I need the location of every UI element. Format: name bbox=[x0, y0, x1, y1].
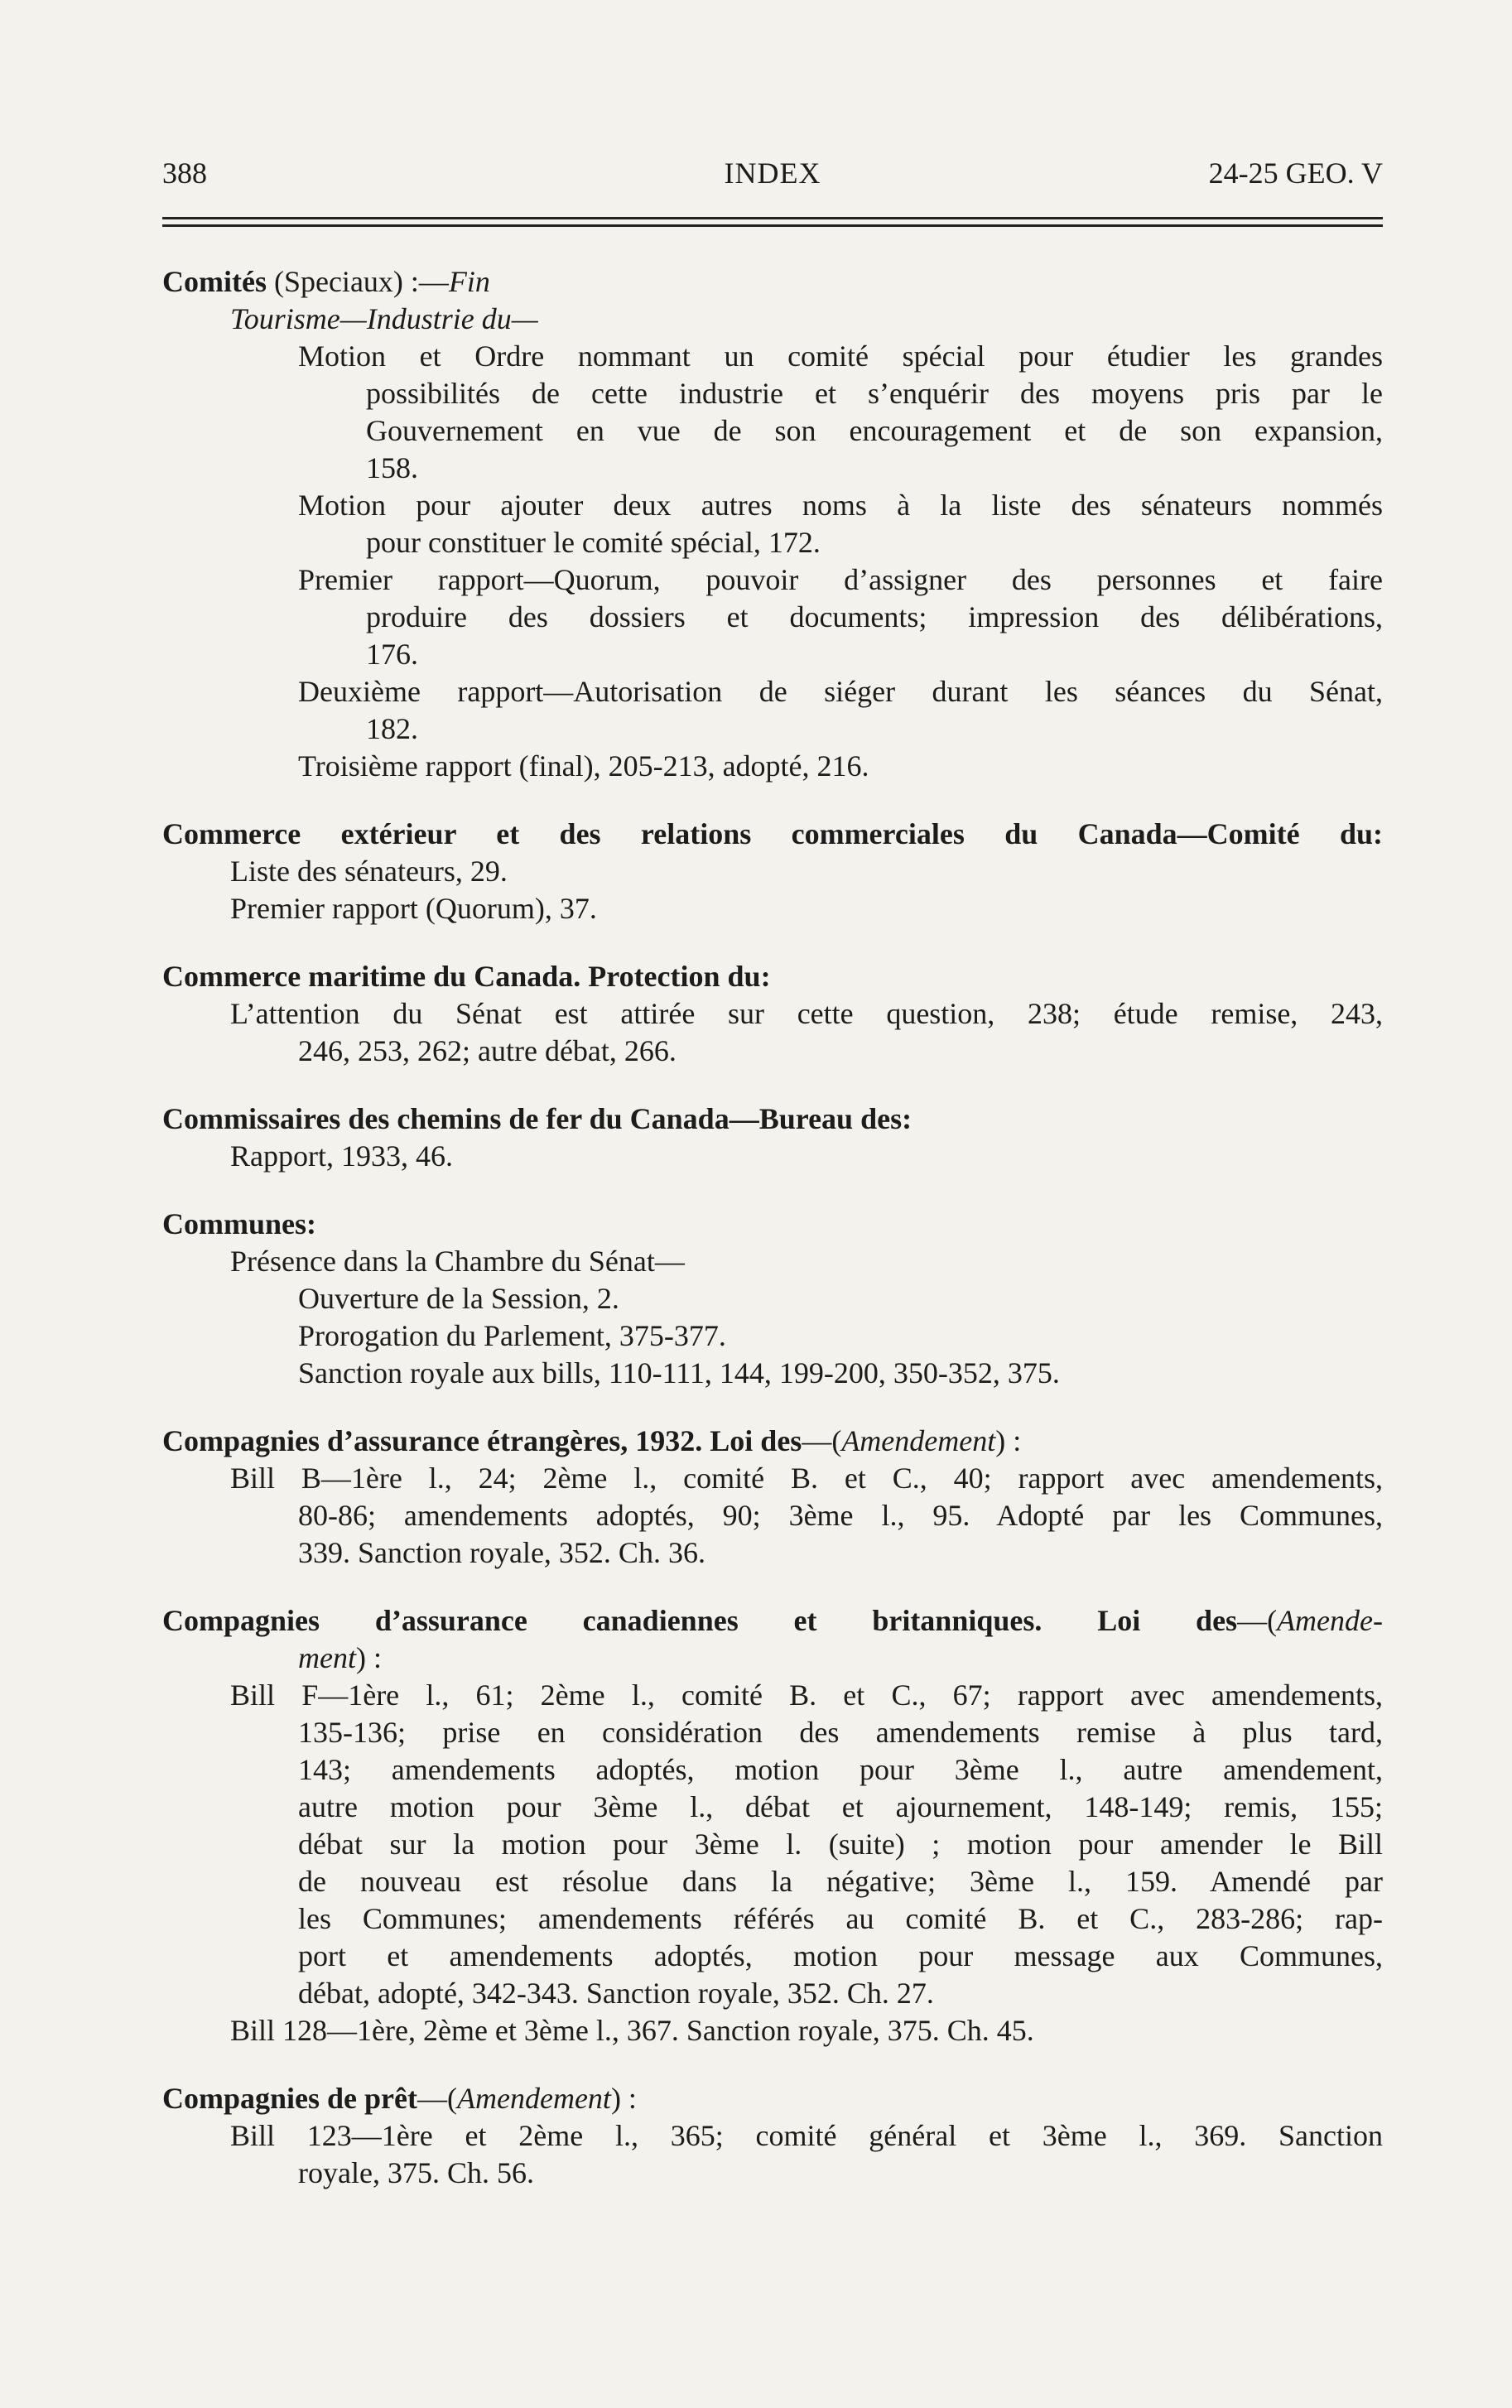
line-text: possibilités de cette industrie et s’enquérir des moyens pris par le bbox=[366, 377, 1383, 410]
entry-line bbox=[162, 2012, 1383, 2049]
line-text: de nouveau est résolue dans la négative; 3ème l., 159. Amendé par bbox=[298, 1865, 1383, 1898]
entry-line bbox=[162, 487, 1383, 524]
index-entry bbox=[162, 1206, 1383, 1392]
line-text: —( bbox=[802, 1424, 842, 1457]
line-text: Motion et Ordre nommant un comité spécial pour étudier les grandes bbox=[298, 340, 1383, 373]
entry-line bbox=[162, 561, 1383, 599]
entry-line bbox=[162, 1826, 1383, 1863]
line-text: Bill 123—1ère et 2ème l., 365; comité général et 3ème l., 369. Sanction bbox=[230, 2119, 1383, 2152]
line-text: 158. bbox=[366, 451, 418, 484]
entry-line bbox=[162, 1975, 1383, 2012]
entry-line bbox=[162, 1317, 1383, 1355]
entry-heading bbox=[162, 1100, 1383, 1138]
entry-line bbox=[162, 1938, 1383, 1975]
entry-heading bbox=[162, 958, 1383, 995]
entry-line bbox=[162, 748, 1383, 785]
line-text: pour constituer le comité spécial, 172. bbox=[366, 526, 821, 559]
entry-line bbox=[162, 301, 1383, 338]
line-text: 246, 253, 262; autre débat, 266. bbox=[298, 1034, 677, 1067]
entry-line bbox=[162, 1497, 1383, 1534]
line-text: Rapport, 1933, 46. bbox=[230, 1139, 453, 1173]
heading-text: Commerce extérieur et des relations commerciales du Canada—Comité du: bbox=[162, 817, 1383, 850]
index-entry bbox=[162, 263, 1383, 785]
line-text: royale, 375. Ch. 56. bbox=[298, 2156, 534, 2189]
entry-line bbox=[162, 412, 1383, 450]
index-entry bbox=[162, 1423, 1383, 1572]
index-entry bbox=[162, 2080, 1383, 2192]
heading-text: Commissaires des chemins de fer du Canada—Bureau des: bbox=[162, 1102, 912, 1135]
entry-line bbox=[162, 1789, 1383, 1826]
entry-line bbox=[162, 636, 1383, 673]
entry-line bbox=[162, 524, 1383, 561]
index-body bbox=[162, 263, 1383, 2223]
entry-line bbox=[162, 375, 1383, 412]
line-text: produire des dossiers et documents; impression des délibérations, bbox=[366, 600, 1383, 633]
entry-line bbox=[162, 2117, 1383, 2155]
italic-text: Tourisme—Industrie du— bbox=[230, 302, 538, 335]
entry-line bbox=[162, 1355, 1383, 1392]
line-text: Présence dans la Chambre du Sénat— bbox=[230, 1245, 685, 1278]
entry-line bbox=[162, 338, 1383, 375]
line-text: 339. Sanction royale, 352. Ch. 36. bbox=[298, 1536, 705, 1569]
entry-line bbox=[162, 1677, 1383, 1714]
line-text: Liste des sénateurs, 29. bbox=[230, 855, 508, 888]
entry-line bbox=[162, 450, 1383, 487]
line-text: Motion pour ajouter deux autres noms à la liste des sénateurs nommés bbox=[298, 489, 1383, 522]
line-text: —( bbox=[1237, 1604, 1278, 1637]
line-text: ) : bbox=[610, 2082, 637, 2115]
entry-line bbox=[162, 1640, 1383, 1677]
line-text: ) : bbox=[355, 1641, 382, 1674]
line-text: —( bbox=[417, 2082, 457, 2115]
heading-text: Compagnies de prêt bbox=[162, 2082, 417, 2115]
line-text: 143; amendements adoptés, motion pour 3ème l., autre amendement, bbox=[298, 1753, 1383, 1786]
entry-heading bbox=[162, 1602, 1383, 1640]
entry-line bbox=[162, 1751, 1383, 1789]
line-text: L’attention du Sénat est attirée sur cette question, 238; étude remise, 243, bbox=[230, 997, 1383, 1030]
entry-line bbox=[162, 1460, 1383, 1497]
heading-text: Comités bbox=[162, 265, 267, 298]
entry-line bbox=[162, 1714, 1383, 1751]
entry-line bbox=[162, 1138, 1383, 1175]
heading-text: Commerce maritime du Canada. Protection du: bbox=[162, 960, 771, 993]
line-text: autre motion pour 3ème l., débat et ajournement, 148-149; remis, 155; bbox=[298, 1790, 1383, 1823]
line-text: Gouvernement en vue de son encouragement et de son expansion, bbox=[366, 414, 1383, 447]
entry-line bbox=[162, 1033, 1383, 1070]
entry-line bbox=[162, 710, 1383, 748]
page-number: 388 bbox=[162, 157, 207, 190]
line-text: port et amendements adoptés, motion pour message aux Communes, bbox=[298, 1939, 1383, 1972]
italic-text: Amendement bbox=[841, 1424, 996, 1457]
entry-line bbox=[162, 995, 1383, 1033]
line-text: 80-86; amendements adoptés, 90; 3ème l., 95. Adopté par les Communes, bbox=[298, 1499, 1383, 1532]
line-text: 182. bbox=[366, 712, 418, 745]
header-rule-top bbox=[162, 217, 1383, 219]
entry-line bbox=[162, 1900, 1383, 1938]
line-text: Bill 128—1ère, 2ème et 3ème l., 367. Sanction royale, 375. Ch. 45. bbox=[230, 2014, 1034, 2047]
italic-text: ment bbox=[298, 1641, 356, 1674]
line-text: ) : bbox=[995, 1424, 1022, 1457]
heading-text: Communes: bbox=[162, 1207, 316, 1240]
line-text: Ouverture de la Session, 2. bbox=[298, 1282, 619, 1315]
entry-line bbox=[162, 673, 1383, 710]
index-entry bbox=[162, 816, 1383, 927]
line-text: Bill F—1ère l., 61; 2ème l., comité B. et C., 67; rapport avec amendements, bbox=[230, 1678, 1383, 1712]
heading-text: Compagnies d’assurance canadiennes et britanniques. Loi des bbox=[162, 1604, 1238, 1637]
entry-line bbox=[162, 1534, 1383, 1572]
header-rule-bottom bbox=[162, 224, 1383, 227]
line-text: Prorogation du Parlement, 375-377. bbox=[298, 1319, 726, 1352]
line-text: Premier rapport—Quorum, pouvoir d’assigner des personnes et faire bbox=[298, 563, 1383, 596]
italic-text: Amende- bbox=[1277, 1604, 1383, 1637]
entry-line bbox=[162, 853, 1383, 890]
line-text: (Speciaux) :— bbox=[266, 265, 449, 298]
entry-line bbox=[162, 1280, 1383, 1317]
line-text: Premier rapport (Quorum), 37. bbox=[230, 892, 597, 925]
volume-label: 24-25 GEO. V bbox=[1208, 157, 1383, 190]
entry-line bbox=[162, 890, 1383, 927]
index-entry bbox=[162, 1602, 1383, 2049]
entry-line bbox=[162, 599, 1383, 636]
entry-line bbox=[162, 1243, 1383, 1280]
line-text: débat sur la motion pour 3ème l. (suite) ; motion pour amender le Bill bbox=[298, 1828, 1383, 1861]
entry-heading bbox=[162, 1423, 1383, 1460]
entry-heading bbox=[162, 816, 1383, 853]
index-entry bbox=[162, 958, 1383, 1070]
running-title: INDEX bbox=[724, 157, 821, 190]
line-text: Troisième rapport (final), 205-213, adopté, 216. bbox=[298, 749, 869, 783]
line-text: 135-136; prise en considération des amendements remise à plus tard, bbox=[298, 1716, 1383, 1749]
entry-heading bbox=[162, 263, 1383, 301]
entry-line bbox=[162, 2155, 1383, 2192]
heading-text: Compagnies d’assurance étrangères, 1932. Loi des bbox=[162, 1424, 802, 1457]
line-text: débat, adopté, 342-343. Sanction royale, 352. Ch. 27. bbox=[298, 1977, 934, 2010]
line-text: Sanction royale aux bills, 110-111, 144, 199-200, 350-352, 375. bbox=[298, 1356, 1060, 1389]
running-header bbox=[162, 156, 1383, 197]
index-entry bbox=[162, 1100, 1383, 1175]
entry-line bbox=[162, 1863, 1383, 1900]
entry-heading bbox=[162, 2080, 1383, 2117]
italic-text: Amendement bbox=[457, 2082, 611, 2115]
entry-heading bbox=[162, 1206, 1383, 1243]
line-text: Bill B—1ère l., 24; 2ème l., comité B. et C., 40; rapport avec amendements, bbox=[230, 1462, 1383, 1495]
line-text: les Communes; amendements référés au comité B. et C., 283-286; rap- bbox=[298, 1902, 1383, 1935]
italic-text: Fin bbox=[448, 265, 490, 298]
line-text: 176. bbox=[366, 638, 418, 671]
line-text: Deuxième rapport—Autorisation de siéger durant les séances du Sénat, bbox=[298, 675, 1383, 708]
